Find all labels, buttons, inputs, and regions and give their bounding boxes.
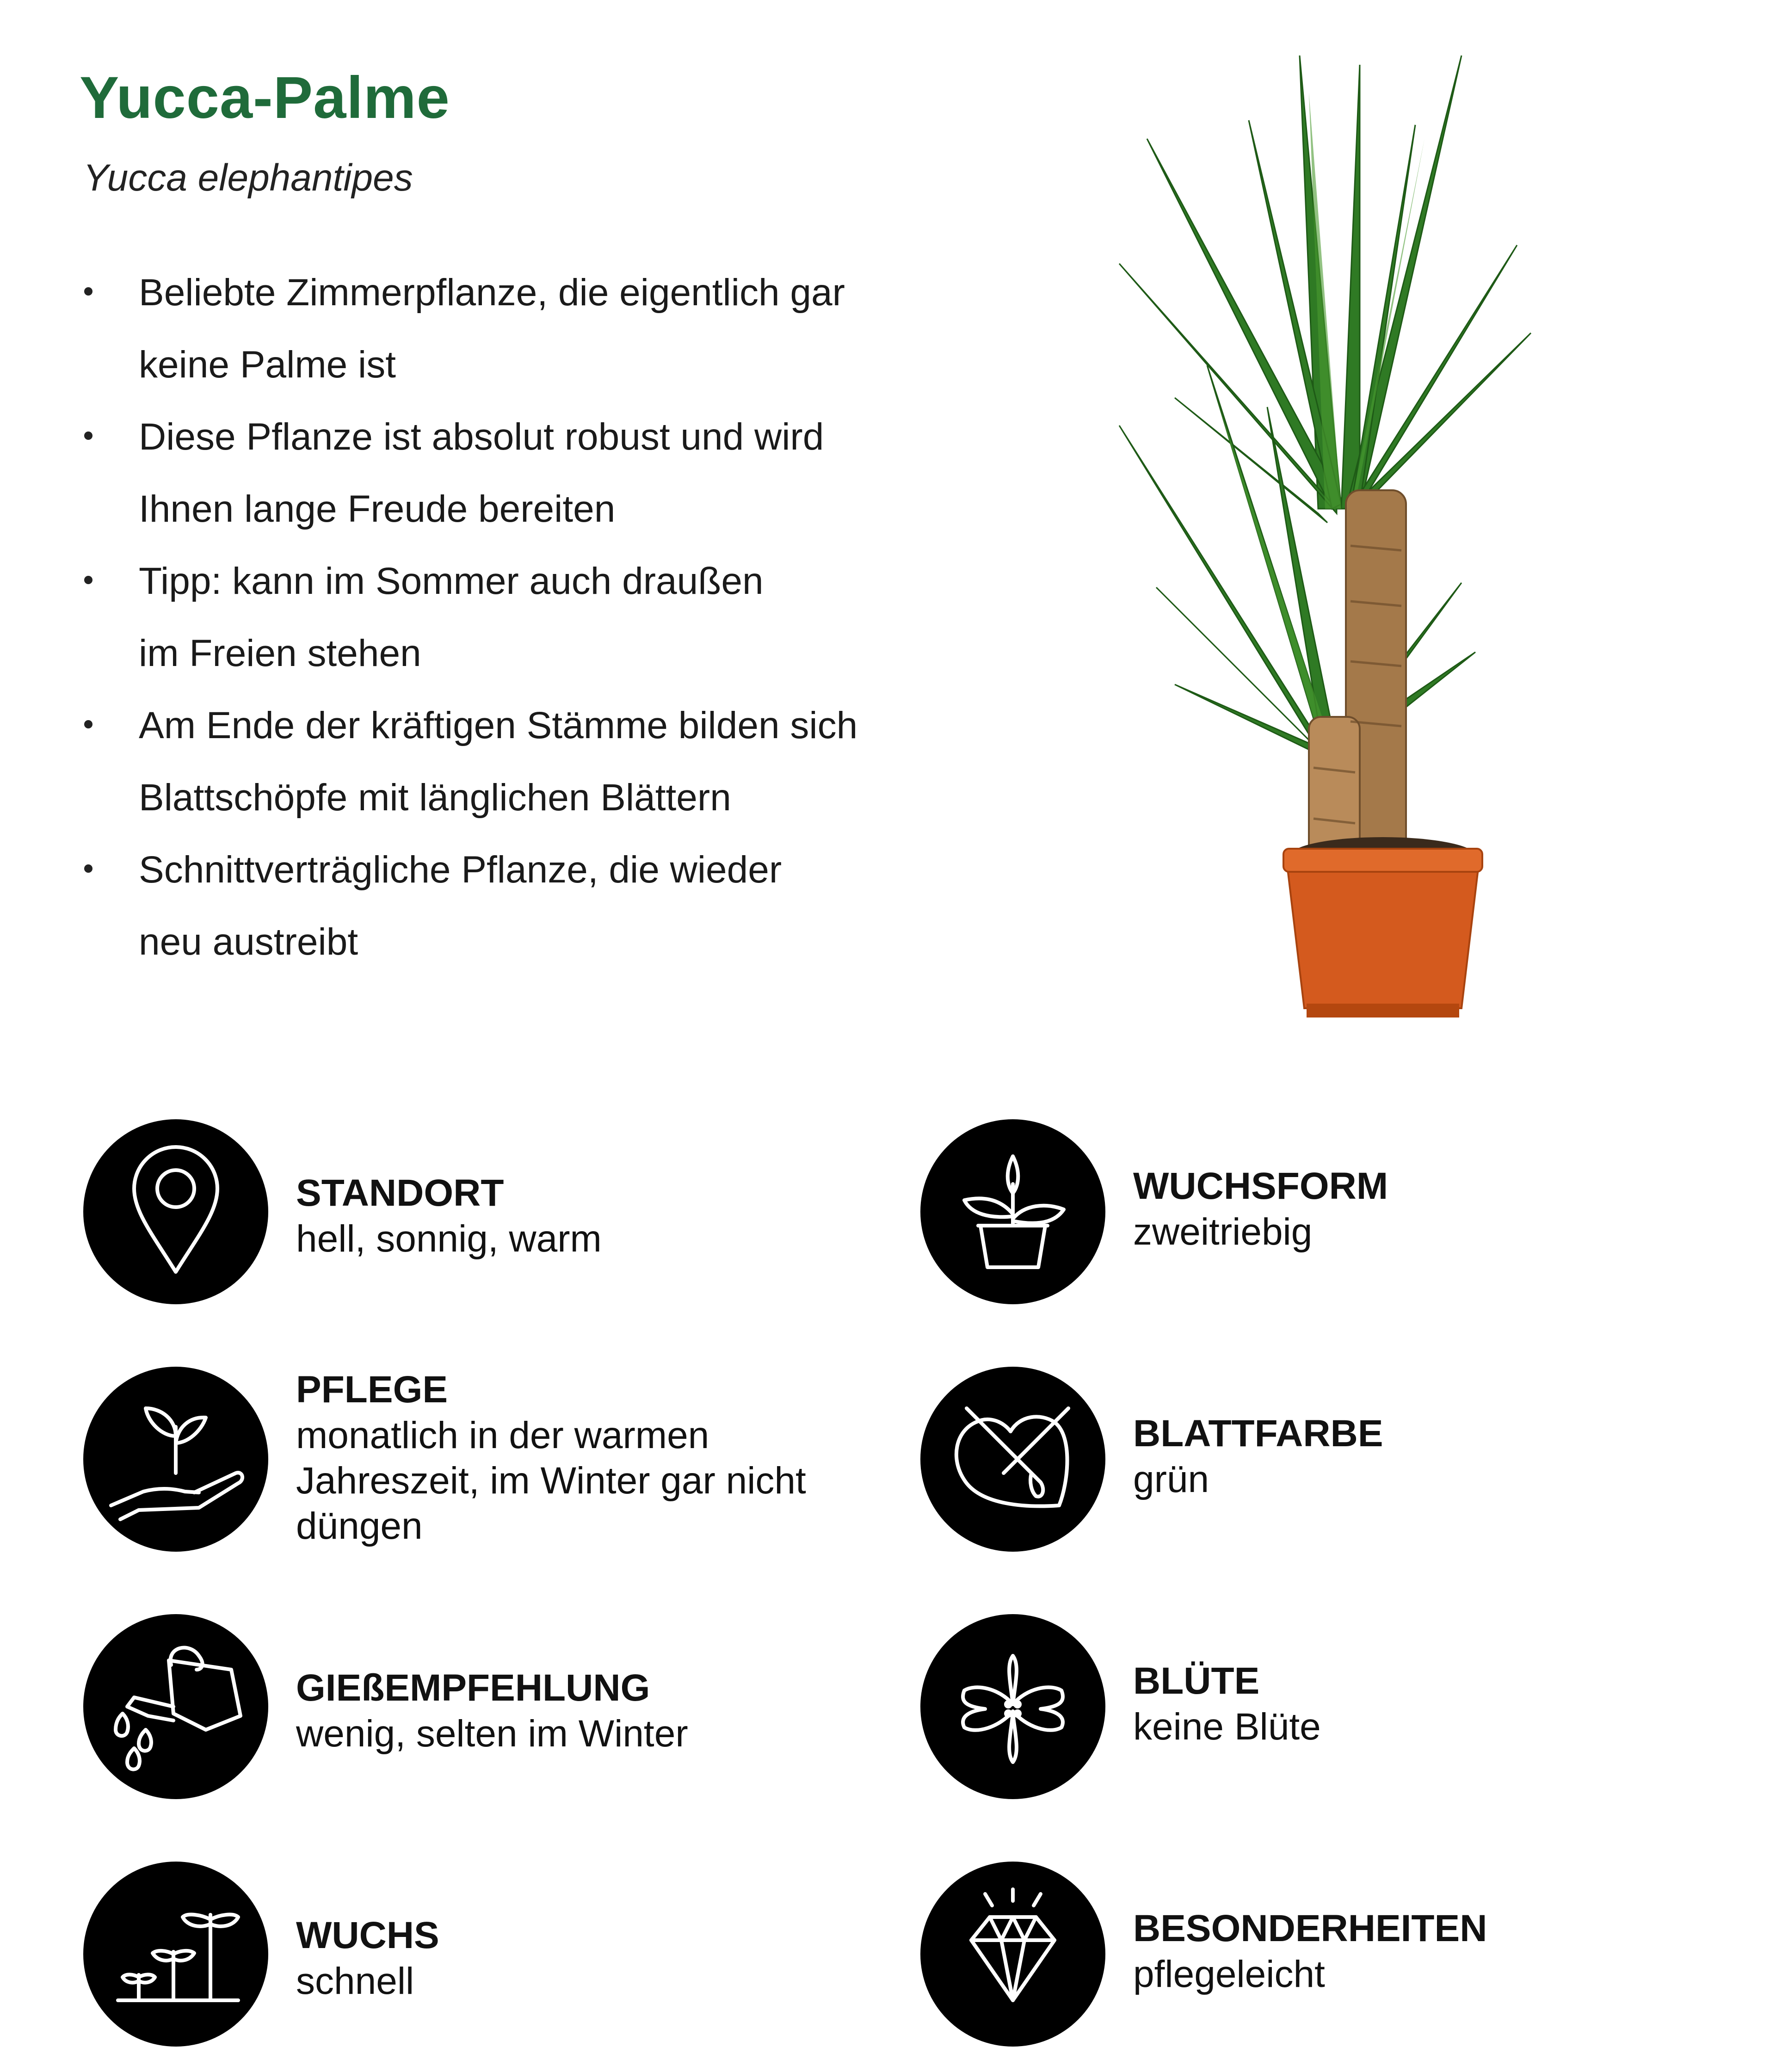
bullet-dot <box>84 864 92 873</box>
pflege-value-line-2: Jahreszeit, im Winter gar nicht <box>296 1460 806 1502</box>
bluete-label: BLÜTE <box>1133 1660 1260 1702</box>
page-title: Yucca-Palme <box>80 65 450 131</box>
giessempfehlung-value: wenig, selten im Winter <box>296 1713 688 1755</box>
list-item: Beliebte Zimmerpflanze, die eigentlich gar keine Palme ist <box>79 257 953 401</box>
besonderheiten-label: BESONDERHEITEN <box>1133 1907 1487 1949</box>
bullet-dot <box>84 720 92 728</box>
wuchsform-label: WUCHSFORM <box>1133 1165 1388 1207</box>
list-item: Diese Pflanze ist absolut robust und wird Ihnen lange Freude bereiten <box>79 401 953 545</box>
giessempfehlung-label: GIEßEMPFEHLUNG <box>296 1667 650 1709</box>
blattfarbe-label: BLATTFARBE <box>1133 1412 1383 1455</box>
blattfarbe-value: grün <box>1133 1458 1209 1500</box>
wuchs-value: schnell <box>296 1960 414 2002</box>
list-item: Am Ende der kräftigen Stämme bilden sich Blattschöpfe mit länglichen Blättern <box>79 690 953 834</box>
hand-seedling-icon <box>83 1367 268 1552</box>
plant-pot <box>1286 853 1480 1008</box>
diamond-icon <box>920 1862 1105 2047</box>
flower-icon <box>920 1614 1105 1799</box>
watering-can-icon <box>83 1614 268 1799</box>
bullet-dot <box>84 432 92 440</box>
wuchsform-value: zweitriebig <box>1133 1211 1313 1253</box>
sprouts-icon <box>83 1862 268 2047</box>
list-item: Schnittverträgliche Pflanze, die wieder neu austreibt <box>79 834 953 978</box>
bullet-dot <box>84 287 92 296</box>
bullet-dot <box>84 576 92 584</box>
leaf-brush-icon <box>920 1367 1105 1552</box>
list-item: Tipp: kann im Sommer auch draußen im Freien stehen <box>79 545 953 690</box>
standort-label: STANDORT <box>296 1172 504 1214</box>
pflege-value-line-3: düngen <box>296 1505 423 1547</box>
location-pin-icon <box>83 1119 268 1304</box>
yucca-plant-image <box>1101 46 1545 1027</box>
pflege-label: PFLEGE <box>296 1369 448 1411</box>
potted-plant-icon <box>920 1119 1105 1304</box>
pflege-value-line-1: monatlich in der warmen <box>296 1414 709 1456</box>
besonderheiten-value: pflegeleicht <box>1133 1953 1325 1995</box>
botanical-name: Yucca elephantipes <box>83 157 413 199</box>
standort-value: hell, sonnig, warm <box>296 1218 602 1260</box>
wuchs-label: WUCHS <box>296 1914 439 1956</box>
feature-list <box>79 257 957 978</box>
bluete-value: keine Blüte <box>1133 1706 1321 1748</box>
